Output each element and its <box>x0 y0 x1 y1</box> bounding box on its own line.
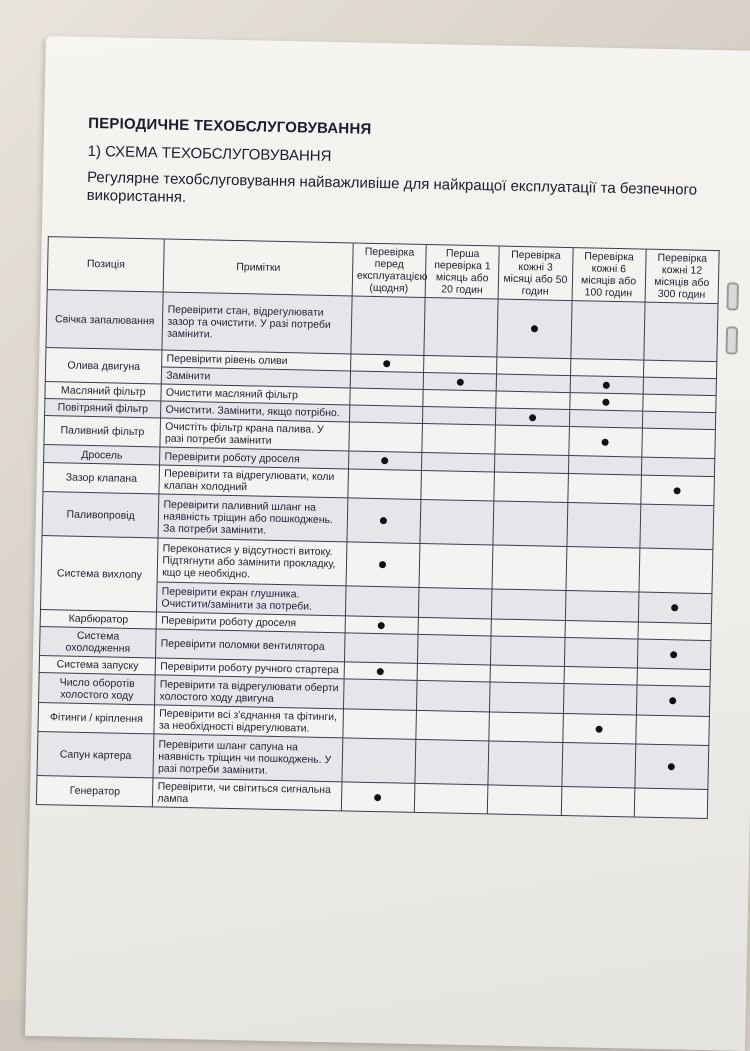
row-position: Система охолодження <box>40 627 157 658</box>
row-position: Олива двигуна <box>45 348 162 384</box>
row-position: Свічка запалювання <box>46 290 164 350</box>
check-cell <box>641 475 715 506</box>
check-dot-icon <box>375 794 382 801</box>
check-cell <box>565 591 639 623</box>
check-cell <box>418 587 492 619</box>
check-cell <box>642 394 716 413</box>
check-cell <box>424 355 498 374</box>
check-dot-icon <box>378 622 385 629</box>
check-cell <box>566 547 640 593</box>
check-dot-icon <box>379 561 386 568</box>
row-note: Перевірити всі з'єднання та фітинги, за необхідності відрегулювати. <box>154 705 343 738</box>
check-cell <box>346 542 420 588</box>
check-cell <box>491 619 565 638</box>
check-cell <box>350 371 424 390</box>
row-note: Перевірити, чи світиться сигнальна лампа <box>153 778 342 811</box>
header-6-months: Перевірка кожні 6 місяців або 100 годин <box>572 248 646 303</box>
check-cell <box>495 425 569 456</box>
row-note: Очистити масляний фільтр <box>161 384 350 405</box>
row-position: Масляний фільтр <box>45 382 162 401</box>
check-cell <box>343 679 417 711</box>
check-cell <box>423 372 497 391</box>
check-cell <box>641 457 715 477</box>
row-note: Замінити <box>162 367 351 388</box>
check-cell <box>348 469 422 500</box>
check-cell <box>638 592 712 624</box>
table-body <box>36 290 718 819</box>
check-cell <box>643 377 717 396</box>
check-cell <box>570 376 644 395</box>
check-cell <box>344 633 418 664</box>
check-cell <box>637 639 711 670</box>
maintenance-table-wrapper <box>36 236 720 819</box>
check-cell <box>570 301 644 361</box>
check-dot-icon <box>671 604 678 611</box>
header-notes: Примітки <box>164 239 354 296</box>
check-dot-icon <box>384 360 391 367</box>
row-note: Перевірити роботу дроселя <box>156 612 345 633</box>
row-position: Сапун картера <box>37 731 154 777</box>
check-cell <box>424 297 498 357</box>
check-cell <box>640 504 714 550</box>
row-note: Перевірити паливний шланг на наявність тріщин або пошкоджень. За потреби замінити. <box>158 494 347 542</box>
row-note: Перевірити шланг сапуна на наявність тріщин чи пошкоджень. У разі потреби замінити. <box>153 734 342 782</box>
check-cell <box>634 788 708 819</box>
row-note: Перевірити стан, відрегулювати зазор та очистити. У разі потреби замінити. <box>162 292 352 354</box>
check-cell <box>497 299 571 359</box>
check-cell <box>636 685 710 717</box>
check-cell <box>570 359 644 378</box>
row-position: Дросель <box>44 445 161 465</box>
check-cell <box>568 427 642 458</box>
check-cell <box>639 548 713 594</box>
check-dot-icon <box>456 378 463 385</box>
check-dot-icon <box>602 398 609 405</box>
check-cell <box>341 782 415 813</box>
row-position: Повітряний фільтр <box>45 399 162 418</box>
check-cell <box>490 665 564 684</box>
check-cell <box>644 302 718 362</box>
check-cell <box>342 738 416 784</box>
check-dot-icon <box>668 763 675 770</box>
check-cell <box>415 739 489 785</box>
check-cell <box>490 682 564 714</box>
check-cell <box>494 472 568 503</box>
check-cell <box>345 586 419 618</box>
check-cell <box>569 393 643 412</box>
binder-ring-icon <box>726 282 739 310</box>
check-cell <box>566 503 640 549</box>
row-position: Генератор <box>36 775 153 806</box>
check-cell <box>420 499 494 545</box>
check-cell <box>349 405 423 424</box>
row-note: Перевірити роботу дроселя <box>160 447 349 469</box>
check-dot-icon <box>669 697 676 704</box>
check-cell <box>496 408 570 427</box>
check-cell <box>643 360 717 379</box>
check-dot-icon <box>603 381 610 388</box>
row-note: Очистити. Замінити, якщо потрібно. <box>161 401 350 422</box>
check-dot-icon <box>382 457 389 464</box>
check-cell <box>423 389 497 408</box>
check-cell <box>418 634 492 665</box>
row-note: Переконатися у відсутності витоку. Підтягнути або замінити прокладку, кщо це необхідно. <box>157 538 346 586</box>
header-position: Позиція <box>47 237 164 292</box>
header-daily: Перевірка перед експлуатацією (щодня) <box>352 243 426 298</box>
check-cell <box>419 543 493 589</box>
check-cell <box>416 710 490 741</box>
manual-page <box>25 36 750 1051</box>
row-position: Паливопровід <box>42 492 159 538</box>
row-note: Перевірити та відрегулювати, коли клапан холодний <box>159 465 348 498</box>
check-dot-icon <box>602 438 609 445</box>
header-3-months: Перевірка кожні 3 місяці або 50 годин <box>498 246 572 301</box>
check-cell <box>496 374 570 393</box>
check-cell <box>495 454 569 474</box>
section-title: 1) СХЕМА ТЕХОБСЛУГОВУВАННЯ <box>87 142 332 166</box>
intro-text: Регулярне техобслуговування найважливіше для найкращої експлуатації та безпечного використання. <box>86 168 698 206</box>
check-dot-icon <box>529 414 536 421</box>
binder-ring-icon <box>725 326 738 354</box>
check-cell <box>350 354 424 373</box>
check-dot-icon <box>674 487 681 494</box>
header-12-months: Перевірка кожні 12 місяців або 300 годин <box>645 249 719 304</box>
check-cell <box>488 741 562 787</box>
check-cell <box>345 616 419 635</box>
check-cell <box>561 786 635 817</box>
row-position: Число оборотів холостого ходу <box>39 672 156 704</box>
check-cell <box>564 666 638 685</box>
check-dot-icon <box>531 325 538 332</box>
check-cell <box>567 474 641 505</box>
check-cell <box>423 406 497 425</box>
row-note: Очистіть фільтр крана палива. У разі потреби замінити <box>160 418 349 451</box>
check-cell <box>421 470 495 501</box>
check-cell <box>497 357 571 376</box>
row-position: Зазор клапана <box>43 463 160 494</box>
check-cell <box>568 456 642 476</box>
check-cell <box>343 709 417 740</box>
check-dot-icon <box>670 651 677 658</box>
row-position: Система запуску <box>39 656 156 675</box>
check-cell <box>569 410 643 429</box>
header-first-check: Перша перевірка 1 місяць або 20 годин <box>425 245 499 300</box>
check-cell <box>489 712 563 743</box>
check-cell <box>636 715 710 746</box>
check-cell <box>344 662 418 681</box>
row-position: Карбюратор <box>40 610 157 629</box>
row-position: Паливний фільтр <box>44 416 161 447</box>
check-cell <box>418 617 492 636</box>
check-cell <box>351 296 425 356</box>
check-cell <box>642 428 716 459</box>
row-position: Система вихлопу <box>40 536 158 612</box>
check-cell <box>422 452 496 472</box>
check-cell <box>350 388 424 407</box>
check-cell <box>349 422 423 453</box>
check-cell <box>564 637 638 668</box>
check-cell <box>638 622 712 641</box>
row-note: Перевірити поломки вентилятора <box>156 629 345 662</box>
row-note: Перевірити екран глушника. Очистити/замінити за потреби. <box>157 582 346 616</box>
check-cell <box>565 620 639 639</box>
check-cell <box>492 589 566 621</box>
check-dot-icon <box>596 725 603 732</box>
check-cell <box>635 744 709 790</box>
check-cell <box>562 713 636 744</box>
check-dot-icon <box>380 517 387 524</box>
check-cell <box>637 668 711 687</box>
check-cell <box>417 680 491 712</box>
check-dot-icon <box>377 668 384 675</box>
check-cell <box>492 545 566 591</box>
row-position: Фітинги / кріплення <box>38 702 155 733</box>
check-cell <box>414 783 488 814</box>
row-note: Перевірити рівень оливи <box>162 350 351 371</box>
maintenance-table <box>36 236 720 819</box>
check-cell <box>496 391 570 410</box>
row-note: Перевірити та відрегулювати оберти холостого ходу двигуна <box>155 675 344 709</box>
check-cell <box>491 636 565 667</box>
check-cell <box>422 423 496 454</box>
check-cell <box>347 498 421 544</box>
check-cell <box>493 501 567 547</box>
check-cell <box>488 785 562 816</box>
page-title: ПЕРІОДИЧНЕ ТЕХОБСЛУГОВУВАННЯ <box>88 114 372 138</box>
check-cell <box>348 451 422 471</box>
check-cell <box>563 683 637 715</box>
row-note: Перевірити роботу ручного стартера <box>155 658 344 679</box>
check-cell <box>642 411 716 430</box>
check-cell <box>417 663 491 682</box>
check-cell <box>561 742 635 788</box>
